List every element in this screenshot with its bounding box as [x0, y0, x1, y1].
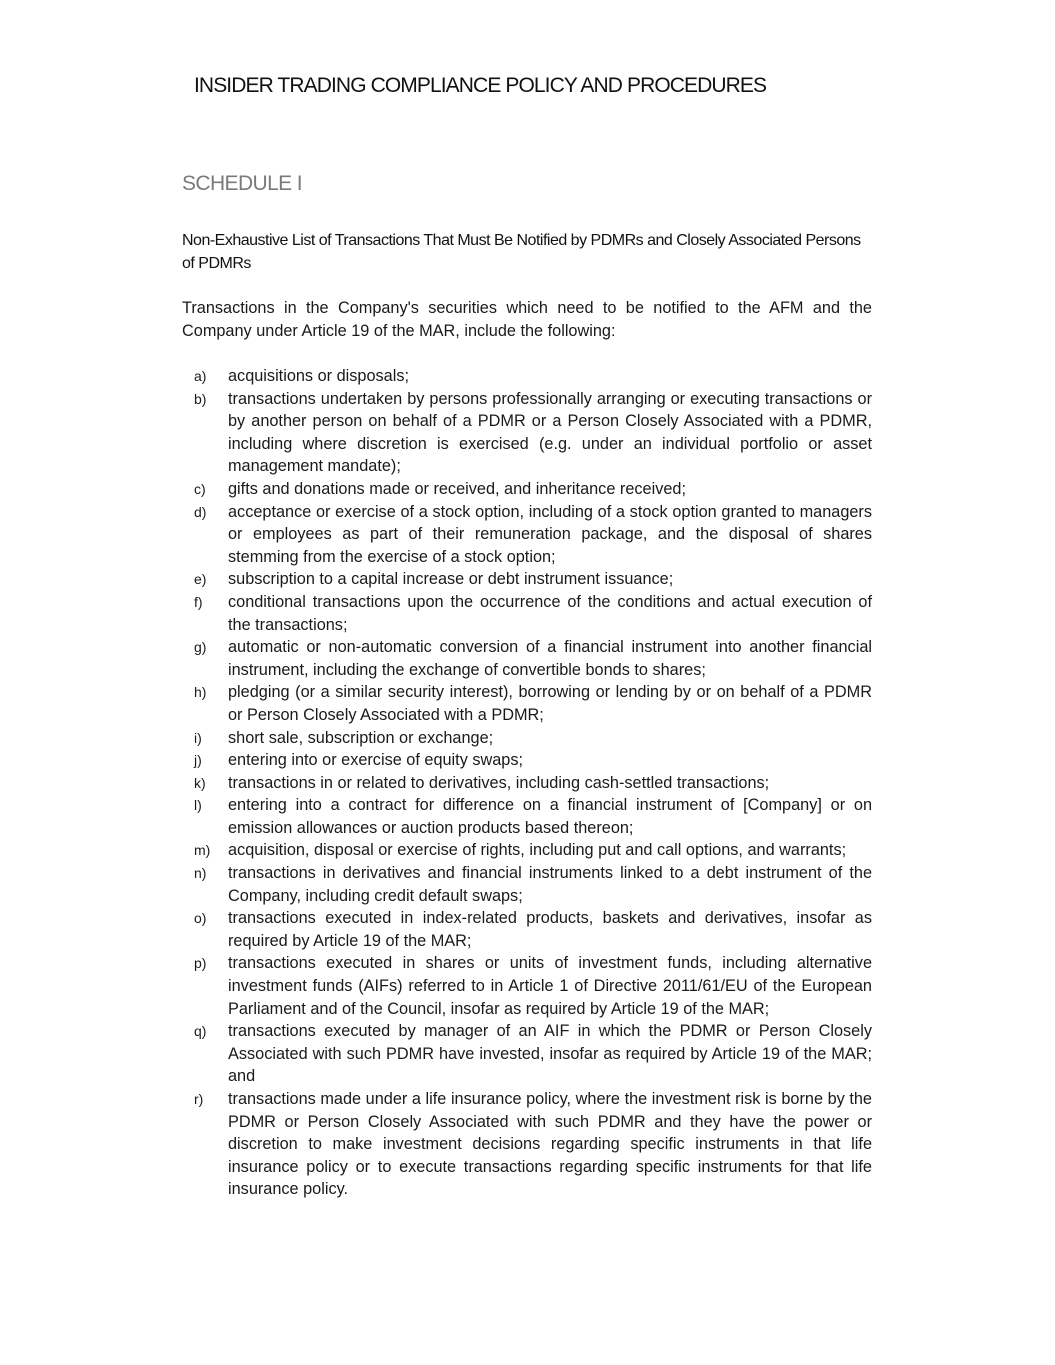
list-item	[182, 772, 872, 795]
list-item	[182, 388, 872, 478]
page-header: INSIDER TRADING COMPLIANCE POLICY AND PROCEDURES	[194, 74, 767, 97]
list-item	[182, 952, 872, 1020]
schedule-subtitle: Non-Exhaustive List of Transactions That Must Be Notified by PDMRs and Closely Associated Persons of PDMRs	[182, 232, 861, 272]
item-text: transactions executed in index-related products, baskets and derivatives, insofar as required by Article 19 of the MAR;	[228, 909, 872, 950]
schedule-title: SCHEDULE I	[182, 172, 303, 195]
intro-paragraph: Transactions in the Company's securities which need to be notified to the AFM and the Company under Article 19 of the MAR, include the following:	[182, 299, 872, 340]
item-letter: b)	[194, 390, 207, 407]
item-letter: r)	[194, 1091, 204, 1107]
item-letter: p)	[194, 955, 207, 972]
list-item	[182, 501, 872, 569]
item-text: short sale, subscription or exchange;	[228, 728, 494, 747]
item-letter: k)	[194, 774, 206, 791]
item-text: automatic or non-automatic conversion of a financial instrument into another financial instrument, including the exchange of convertible bonds to shares;	[228, 638, 872, 679]
item-letter: f)	[194, 593, 203, 610]
list-item	[182, 862, 872, 907]
list-item	[182, 839, 872, 862]
item-text: entering into a contract for difference on a financial instrument of [Company] or on emission allowances or auction products based thereon;	[228, 796, 872, 837]
item-text: gifts and donations made or received, and inheritance received;	[228, 479, 686, 498]
list-item	[182, 568, 872, 591]
item-letter: l)	[194, 797, 202, 814]
item-text: transactions in or related to derivatives, including cash-settled transactions;	[228, 773, 770, 792]
list-item	[182, 365, 872, 388]
item-letter: h)	[194, 684, 207, 701]
list-item	[182, 749, 872, 772]
list-item	[182, 1088, 872, 1201]
item-text: pledging (or a similar security interest), borrowing or lending by or on behalf of a PDMR or Person Closely Associated with a PDMR;	[228, 683, 872, 724]
item-letter: g)	[194, 639, 207, 656]
list-item	[182, 907, 872, 952]
list-item	[182, 727, 872, 750]
item-text: acquisition, disposal or exercise of rights, including put and call options, and warrants;	[228, 841, 847, 860]
item-letter: d)	[194, 503, 207, 520]
item-letter: i)	[194, 729, 202, 746]
item-text: entering into or exercise of equity swaps;	[228, 751, 524, 770]
item-text: conditional transactions upon the occurrence of the conditions and actual execution of the transactions;	[228, 592, 872, 634]
item-text: acquisitions or disposals;	[228, 367, 409, 385]
list-item	[182, 478, 872, 501]
list-item	[182, 794, 872, 839]
list-item	[182, 1020, 872, 1088]
list-item	[182, 681, 872, 726]
transaction-list	[182, 365, 872, 1201]
item-letter: q)	[194, 1023, 207, 1040]
item-letter: e)	[194, 571, 207, 588]
item-letter: n)	[194, 865, 207, 882]
item-text: transactions executed in shares or units of investment funds, including alternative investment funds (AIFs) referred to in Article 1 of Directive 2011/61/EU of the European Parliament and of the Council, insofar as required by Article 19 of the MAR;	[228, 954, 872, 1018]
list-item	[182, 591, 872, 636]
item-text: transactions made under a life insurance policy, where the investment risk is borne by the PDMR or Person Closely Associated with such PDMR and they have the power or discretion to make investment decisions regarding specific instruments in that life insurance policy or to execute transactions regarding specific instruments for that life insurance policy.	[228, 1090, 872, 1199]
item-letter: a)	[194, 368, 207, 384]
item-text: subscription to a capital increase or debt instrument issuance;	[228, 570, 674, 589]
item-letter: c)	[194, 480, 206, 497]
item-text: acceptance or exercise of a stock option, including of a stock option granted to managers or employees as part of their remuneration package, and the disposal of shares stemming from the exercise of a stock option;	[228, 502, 872, 566]
item-text: transactions executed by manager of an AIF in which the PDMR or Person Closely Associated with such PDMR have invested, insofar as required by Article 19 of the MAR; and	[228, 1022, 872, 1086]
item-letter: o)	[194, 910, 207, 927]
item-text: transactions in derivatives and financial instruments linked to a debt instrument of the Company, including credit default swaps;	[228, 864, 872, 905]
list-item	[182, 636, 872, 681]
item-letter: m)	[194, 842, 211, 859]
item-text: transactions undertaken by persons professionally arranging or executing transactions or by another person on behalf of a PDMR or a Person Closely Associated with a PDMR, including where discretion is exercised (e.g. under an individual portfolio or asset management mandate);	[228, 389, 872, 476]
item-letter: j)	[194, 752, 202, 769]
